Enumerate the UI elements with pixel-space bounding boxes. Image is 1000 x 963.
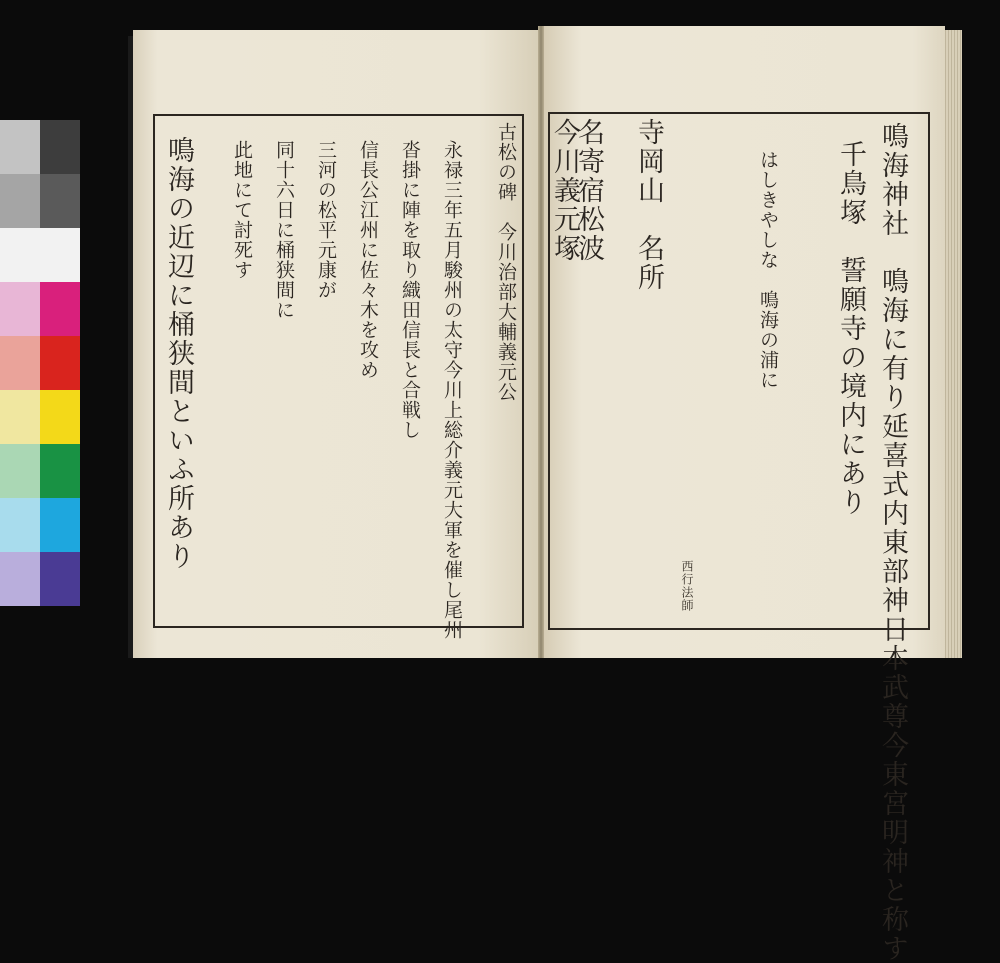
left-col-8: 鳴海の近辺に桶狭間といふ所あり — [163, 136, 194, 571]
right-col-5: 名寄宿松波 — [573, 118, 604, 263]
patch-pink-light — [0, 282, 40, 336]
patch-gray-light — [0, 120, 40, 174]
patch-gray-dark — [40, 120, 80, 174]
patch-lavender — [0, 552, 40, 606]
patch-green — [40, 444, 80, 498]
right-col-2: 千鳥塚 誓願寺の境内にあり — [835, 140, 866, 517]
left-col-7: 此地にて討死す — [231, 140, 253, 280]
patch-white — [0, 228, 80, 282]
right-page-frame — [548, 112, 930, 963]
right-col-1: 鳴海神社 鳴海に有り延喜式内東部神日本武尊今東宮明神と称す — [877, 122, 908, 963]
left-col-1: 古松の碑 今川治部大輔義元公 — [495, 122, 517, 402]
book-gutter — [538, 26, 544, 658]
left-col-6: 同十六日に桶狭間に — [273, 140, 295, 320]
patch-red — [40, 336, 80, 390]
color-calibration-chart — [0, 120, 80, 610]
left-col-2: 永禄三年五月駿州の太守今川上総介義元大軍を催し尾州 — [441, 140, 463, 640]
patch-yellow — [40, 390, 80, 444]
patch-violet — [40, 552, 80, 606]
patch-gray-darker — [40, 174, 80, 228]
right-col-3: はしきやしな 鳴海の浦に — [757, 150, 779, 390]
patch-cyan — [40, 498, 80, 552]
right-stamp: 西行法師 — [680, 560, 694, 612]
left-col-5: 三河の松平元康が — [315, 140, 337, 300]
right-col-6: 今川義元塚 — [549, 118, 580, 263]
patch-magenta — [40, 282, 80, 336]
patch-salmon — [0, 336, 40, 390]
left-col-3: 沓掛に陣を取り織田信長と合戦し — [399, 140, 421, 440]
patch-pale-yellow — [0, 390, 40, 444]
patch-pale-green — [0, 444, 40, 498]
patch-pale-cyan — [0, 498, 40, 552]
patch-gray-mid — [0, 174, 40, 228]
right-col-4: 寺岡山 名所 — [633, 118, 664, 292]
left-col-4: 信長公江州に佐々木を攻め — [357, 140, 379, 380]
left-page-frame — [153, 114, 524, 640]
